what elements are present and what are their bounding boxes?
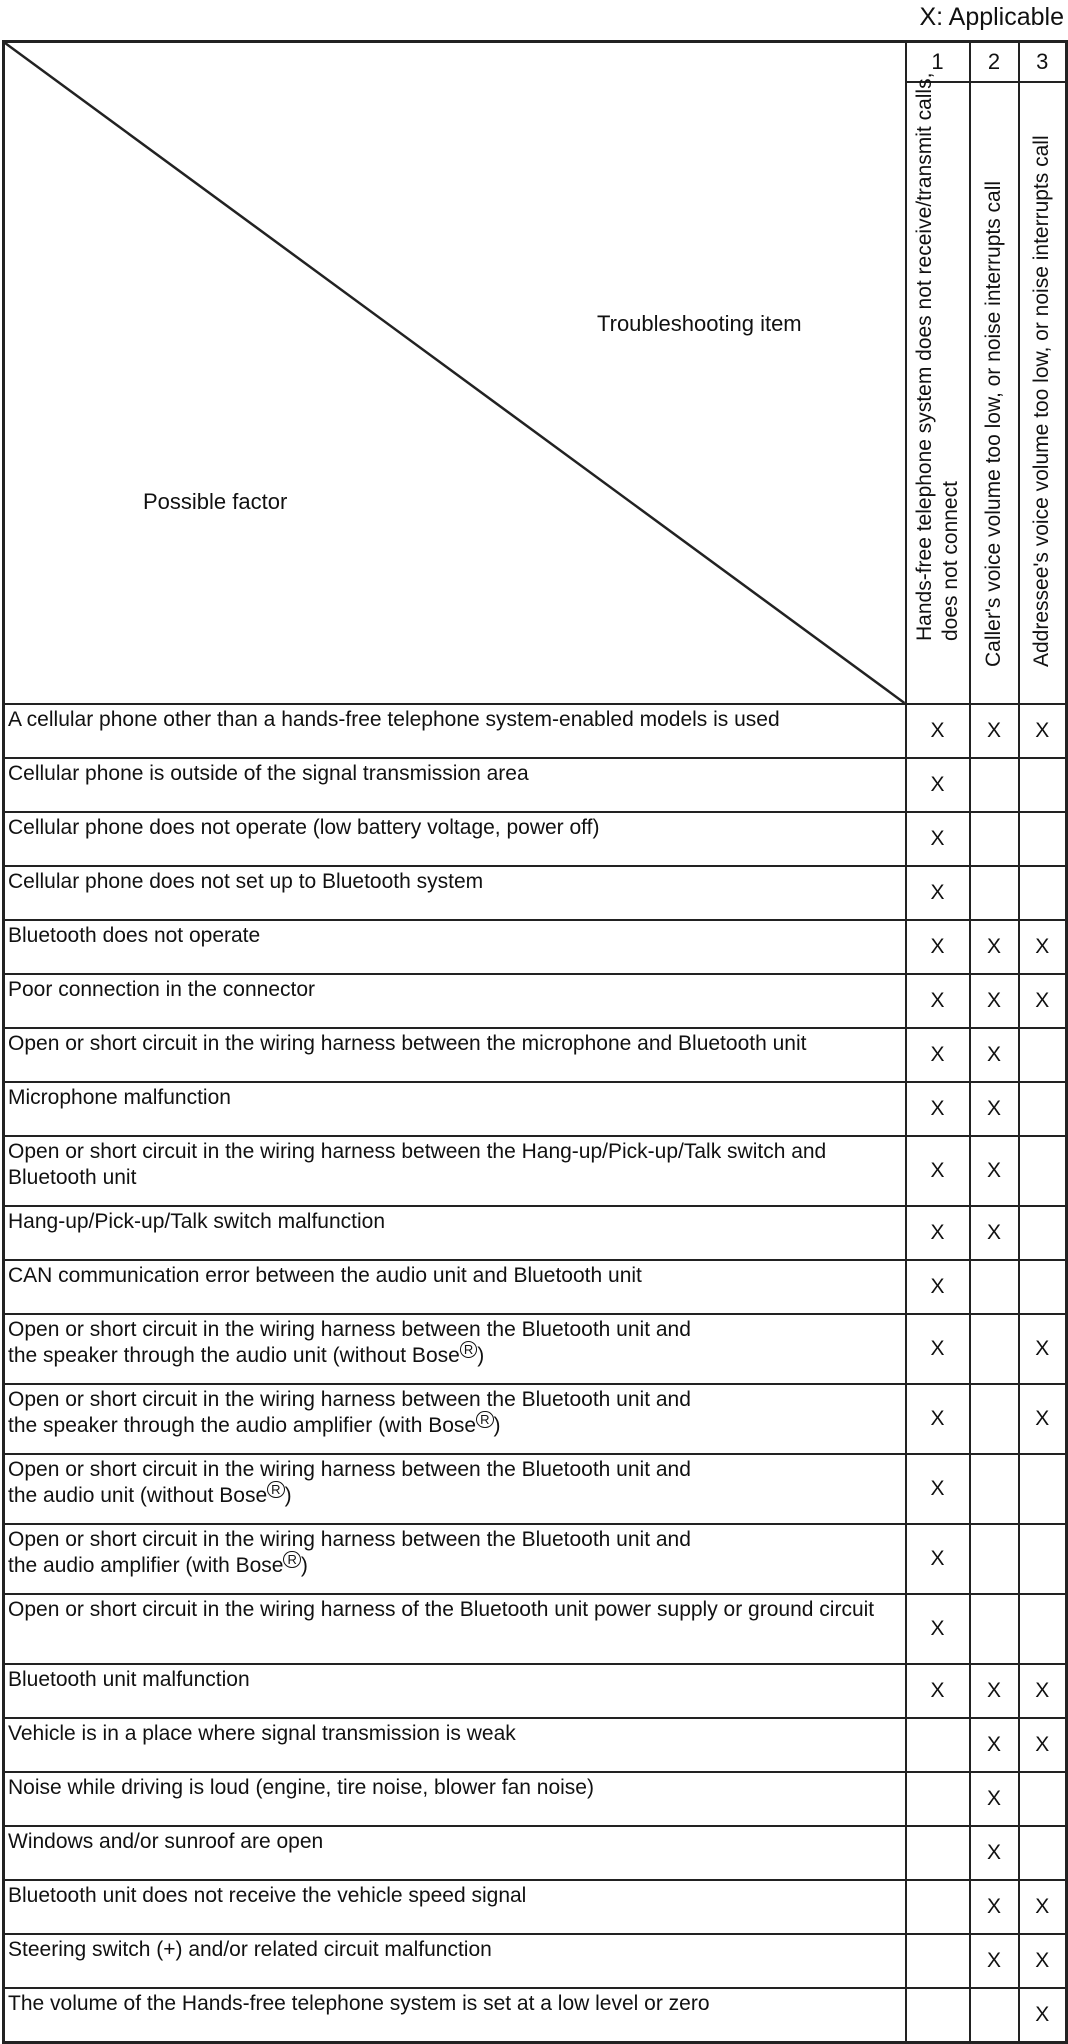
mark-1 [906,1826,970,1880]
mark-2: X [970,1718,1019,1772]
table-row [4,1880,1067,1934]
table-row [4,1826,1067,1880]
factor-line-2: the audio amplifier (with Bose [8,1554,284,1577]
table-row [4,1988,1067,2043]
mark-3: X [1019,1664,1067,1718]
table-row [4,1314,1067,1384]
mark-2 [970,1594,1019,1664]
factor-line-end: ) [284,1484,292,1507]
mark-2 [970,1454,1019,1524]
mark-2: X [970,1082,1019,1136]
column-header-3-text: Addressee's voice volume too low, or noise interrupts call [1030,135,1054,667]
mark-2: X [970,1826,1019,1880]
mark-2: X [970,1206,1019,1260]
mark-3 [1019,812,1067,866]
mark-1: X [906,866,970,920]
factor-line-end: ) [493,1414,501,1437]
legend: X: Applicable [919,3,1064,31]
table-row [4,1934,1067,1988]
factor-text: Bluetooth unit does not receive the vehicle speed signal [4,1880,906,1934]
mark-3 [1019,1524,1067,1594]
mark-2 [970,758,1019,812]
mark-3 [1019,1454,1067,1524]
mark-3 [1019,1826,1067,1880]
mark-3 [1019,1772,1067,1826]
factor-text: The volume of the Hands-free telephone system is set at a low level or zero [4,1988,906,2043]
mark-3 [1019,1206,1067,1260]
factor-text: CAN communication error between the audio unit and Bluetooth unit [4,1260,906,1314]
registered-mark-icon: R [476,1411,493,1428]
mark-1: X [906,1314,970,1384]
mark-3: X [1019,1880,1067,1934]
table-row [4,1384,1067,1454]
mark-1: X [906,1454,970,1524]
mark-2: X [970,1028,1019,1082]
mark-1: X [906,920,970,974]
column-header-3 [1019,82,1067,704]
factor-line-2: the audio unit (without Bose [8,1484,268,1507]
table-row [4,1082,1067,1136]
mark-1 [906,1934,970,1988]
mark-2 [970,1314,1019,1384]
factor-text: Vehicle is in a place where signal transmission is weak [4,1718,906,1772]
mark-3 [1019,1260,1067,1314]
factor-text: Cellular phone is outside of the signal transmission area [4,758,906,812]
table-row [4,1772,1067,1826]
mark-2: X [970,1664,1019,1718]
factor-text: Noise while driving is loud (engine, tire noise, blower fan noise) [4,1772,906,1826]
column-number-3: 3 [1019,42,1067,83]
table-row [4,1718,1067,1772]
column-header-1-text: Hands-free telephone system does not receive/transmit calls, does not connect [912,72,962,641]
mark-1: X [906,1260,970,1314]
mark-1 [906,1718,970,1772]
mark-3 [1019,758,1067,812]
table-row [4,1594,1067,1664]
registered-mark-icon: R [283,1551,300,1568]
factor-line-1: Open or short circuit in the wiring harness between the Bluetooth unit and [8,1388,691,1411]
factor-line-1: Open or short circuit in the wiring harness between the Bluetooth unit and [8,1528,691,1551]
column-number-1: 1 [906,42,970,83]
factor-text: Bluetooth unit malfunction [4,1664,906,1718]
mark-3 [1019,1136,1067,1206]
mark-3: X [1019,704,1067,758]
mark-1: X [906,758,970,812]
table-row [4,920,1067,974]
mark-1: X [906,974,970,1028]
factor-text [4,1524,906,1594]
diagonal-line [5,43,905,703]
factor-text: Hang-up/Pick-up/Talk switch malfunction [4,1206,906,1260]
factor-text: Windows and/or sunroof are open [4,1826,906,1880]
table-row [4,758,1067,812]
registered-mark-icon: R [460,1341,477,1358]
factor-text: Cellular phone does not set up to Bluetooth system [4,866,906,920]
factor-line-1: Open or short circuit in the wiring harness between the Bluetooth unit and [8,1458,691,1481]
mark-1: X [906,1384,970,1454]
mark-1: X [906,1594,970,1664]
factor-text: Steering switch (+) and/or related circuit malfunction [4,1934,906,1988]
column-header-2 [970,82,1019,704]
mark-3: X [1019,1384,1067,1454]
mark-2 [970,1524,1019,1594]
mark-1 [906,1772,970,1826]
factor-text: Poor connection in the connector [4,974,906,1028]
column-header-2-text: Caller's voice volume too low, or noise interrupts call [982,180,1005,667]
mark-2: X [970,1880,1019,1934]
factor-text: Open or short circuit in the wiring harness between the Hang-up/Pick-up/Talk switch and Bluetooth unit [4,1136,906,1206]
table-row [4,1028,1067,1082]
mark-3: X [1019,1314,1067,1384]
mark-1 [906,1988,970,2043]
mark-2: X [970,1934,1019,1988]
mark-1: X [906,812,970,866]
mark-1: X [906,1082,970,1136]
mark-2: X [970,974,1019,1028]
table-row [4,812,1067,866]
factor-line-2: the speaker through the audio amplifier (with Bose [8,1414,477,1437]
table-row [4,974,1067,1028]
factor-text [4,1314,906,1384]
table-row [4,1664,1067,1718]
factor-line-end: ) [477,1344,485,1367]
factor-text: Open or short circuit in the wiring harness between the microphone and Bluetooth unit [4,1028,906,1082]
possible-factor-label: Possible factor [143,489,288,514]
factor-line-end: ) [300,1554,308,1577]
mark-2 [970,1988,1019,2043]
mark-3: X [1019,974,1067,1028]
factor-line-2: the speaker through the audio unit (without Bose [8,1344,460,1367]
mark-3 [1019,866,1067,920]
mark-2 [970,812,1019,866]
mark-2: X [970,920,1019,974]
table-row [4,704,1067,758]
mark-1: X [906,1206,970,1260]
factor-text [4,1384,906,1454]
table-row [4,866,1067,920]
troubleshooting-table [2,40,1068,2044]
mark-3 [1019,1594,1067,1664]
table-row [4,1260,1067,1314]
factor-text: Open or short circuit in the wiring harness of the Bluetooth unit power supply or ground circuit [4,1594,906,1664]
column-number-2: 2 [970,42,1019,83]
mark-3: X [1019,1718,1067,1772]
factor-text: A cellular phone other than a hands-free telephone system-enabled models is used [4,704,906,758]
factor-text: Cellular phone does not operate (low battery voltage, power off) [4,812,906,866]
mark-1: X [906,704,970,758]
mark-1: X [906,1664,970,1718]
mark-2 [970,1384,1019,1454]
table-row [4,1454,1067,1524]
factor-text [4,1454,906,1524]
mark-3: X [1019,1934,1067,1988]
mark-2: X [970,1772,1019,1826]
column-header-1 [906,72,970,704]
troubleshooting-item-label: Troubleshooting item [597,311,802,336]
mark-2 [970,866,1019,920]
mark-2 [970,1260,1019,1314]
mark-1: X [906,1028,970,1082]
mark-1: X [906,1136,970,1206]
factor-line-1: Open or short circuit in the wiring harness between the Bluetooth unit and [8,1318,691,1341]
table-row [4,1136,1067,1206]
factor-text: Bluetooth does not operate [4,920,906,974]
mark-3 [1019,1082,1067,1136]
mark-2: X [970,704,1019,758]
mark-3 [1019,1028,1067,1082]
table-row [4,1524,1067,1594]
registered-mark-icon: R [267,1481,284,1498]
mark-3: X [1019,920,1067,974]
mark-1: X [906,1524,970,1594]
mark-1 [906,1880,970,1934]
diagonal-header-cell [4,42,906,705]
mark-2: X [970,1136,1019,1206]
table-row [4,1206,1067,1260]
mark-3: X [1019,1988,1067,2043]
factor-text: Microphone malfunction [4,1082,906,1136]
